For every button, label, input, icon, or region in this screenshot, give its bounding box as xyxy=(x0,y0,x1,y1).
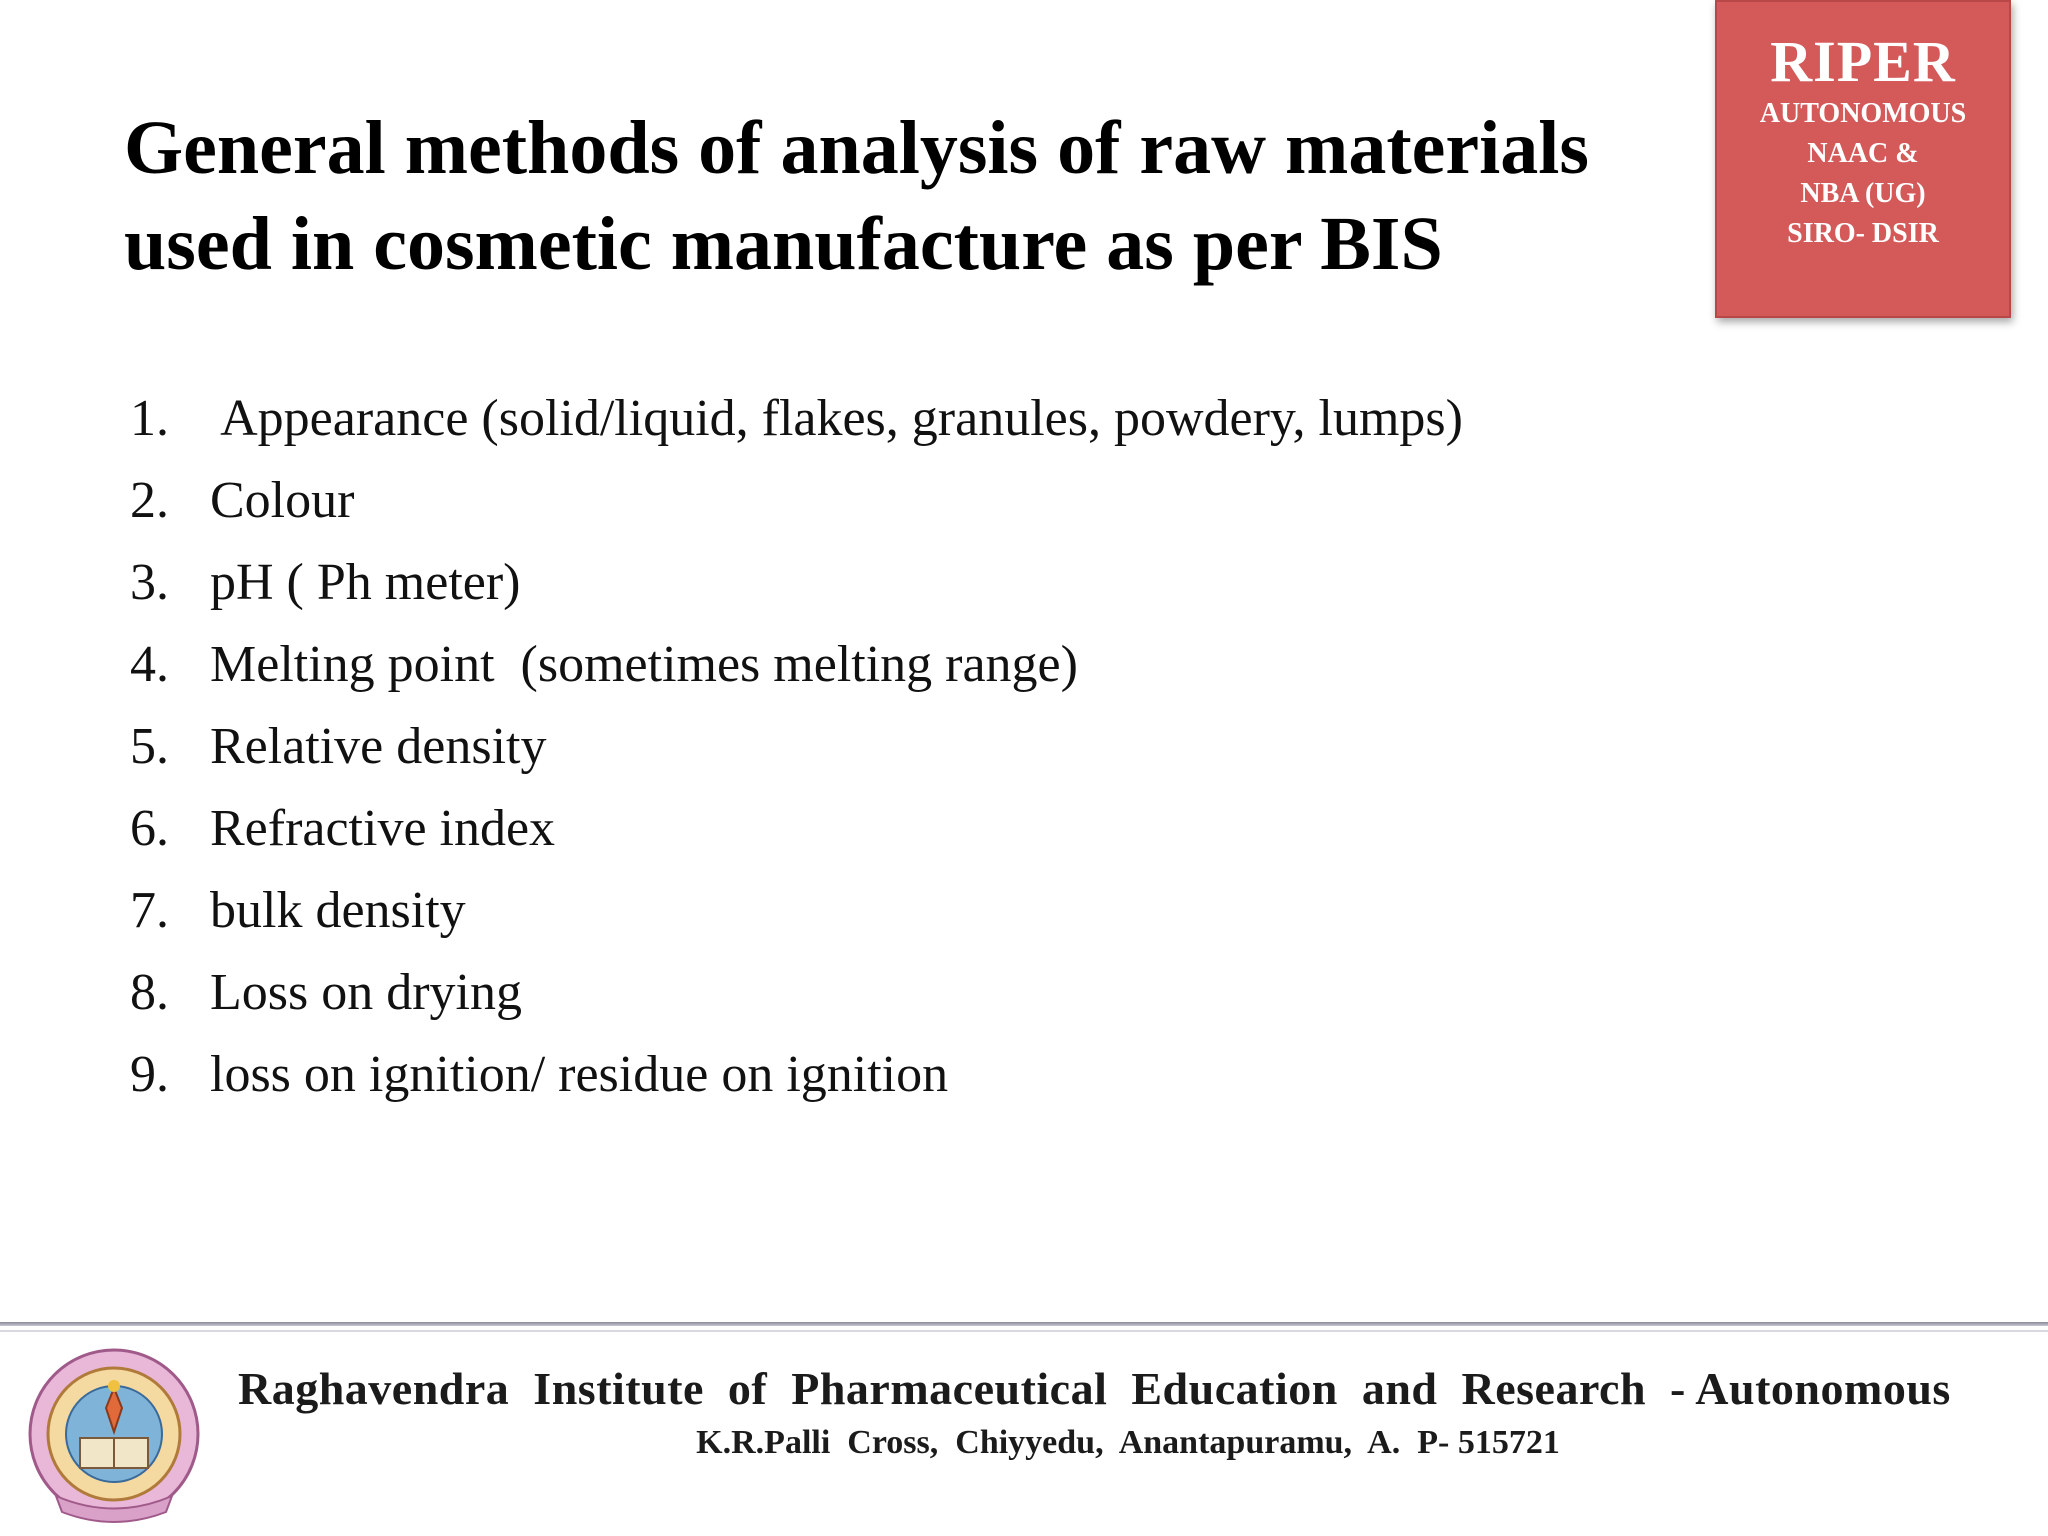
riper-badge xyxy=(1715,0,2011,318)
footer-divider xyxy=(0,1322,2048,1326)
badge-line-siro: SIRO- DSIR xyxy=(1787,218,1939,249)
list-item-number: 9. xyxy=(130,1046,169,1103)
analysis-methods-list xyxy=(130,378,1463,1116)
list-item xyxy=(130,378,1463,460)
list-item-number: 6. xyxy=(130,800,169,857)
list-item xyxy=(130,788,1463,870)
list-item xyxy=(130,1034,1463,1116)
badge-line-autonomous: AUTONOMOUS xyxy=(1759,98,1967,129)
footer-institute-name: Raghavendra Institute of Pharmaceutical Education and Research - Autonomous xyxy=(238,1363,1951,1414)
list-item-number: 8. xyxy=(130,964,169,1021)
badge-line-nba: NBA (UG) xyxy=(1800,178,1926,209)
list-item-text: Loss on drying xyxy=(210,964,522,1021)
list-item-number: 7. xyxy=(130,882,169,939)
footer-divider-shadow xyxy=(0,1330,2048,1332)
list-item xyxy=(130,706,1463,788)
slide-title-line-1: General methods of analysis of raw materials xyxy=(124,106,1589,190)
list-item-text: loss on ignition/ residue on ignition xyxy=(210,1046,949,1103)
list-item-number: 2. xyxy=(130,472,169,529)
list-item xyxy=(130,460,1463,542)
slide-title xyxy=(124,100,1684,292)
list-item xyxy=(130,870,1463,952)
list-item xyxy=(130,624,1463,706)
institute-emblem-icon xyxy=(26,1346,202,1526)
list-item-text: Appearance (solid/liquid, flakes, granules, powdery, lumps) xyxy=(210,390,1463,447)
badge-name: RIPER xyxy=(1770,29,1956,94)
badge-line-naac: NAAC & xyxy=(1807,138,1919,169)
footer-address: K.R.Palli Cross, Chiyyedu, Anantapuramu, A. P- 515721 xyxy=(696,1424,1560,1461)
list-item xyxy=(130,952,1463,1034)
list-item-number: 1. xyxy=(130,390,169,447)
list-item-text: Relative density xyxy=(210,718,547,775)
slide-title-line-2: used in cosmetic manufacture as per BIS xyxy=(124,202,1443,286)
list-item-text: Colour xyxy=(210,472,355,529)
list-item-text: pH ( Ph meter) xyxy=(210,554,521,611)
list-item-number: 5. xyxy=(130,718,169,775)
list-item xyxy=(130,542,1463,624)
list-item-text: bulk density xyxy=(210,882,466,939)
list-item-text: Refractive index xyxy=(210,800,556,857)
list-item-number: 3. xyxy=(130,554,169,611)
list-item-number: 4. xyxy=(130,636,169,693)
list-item-text: Melting point (sometimes melting range) xyxy=(210,636,1078,693)
